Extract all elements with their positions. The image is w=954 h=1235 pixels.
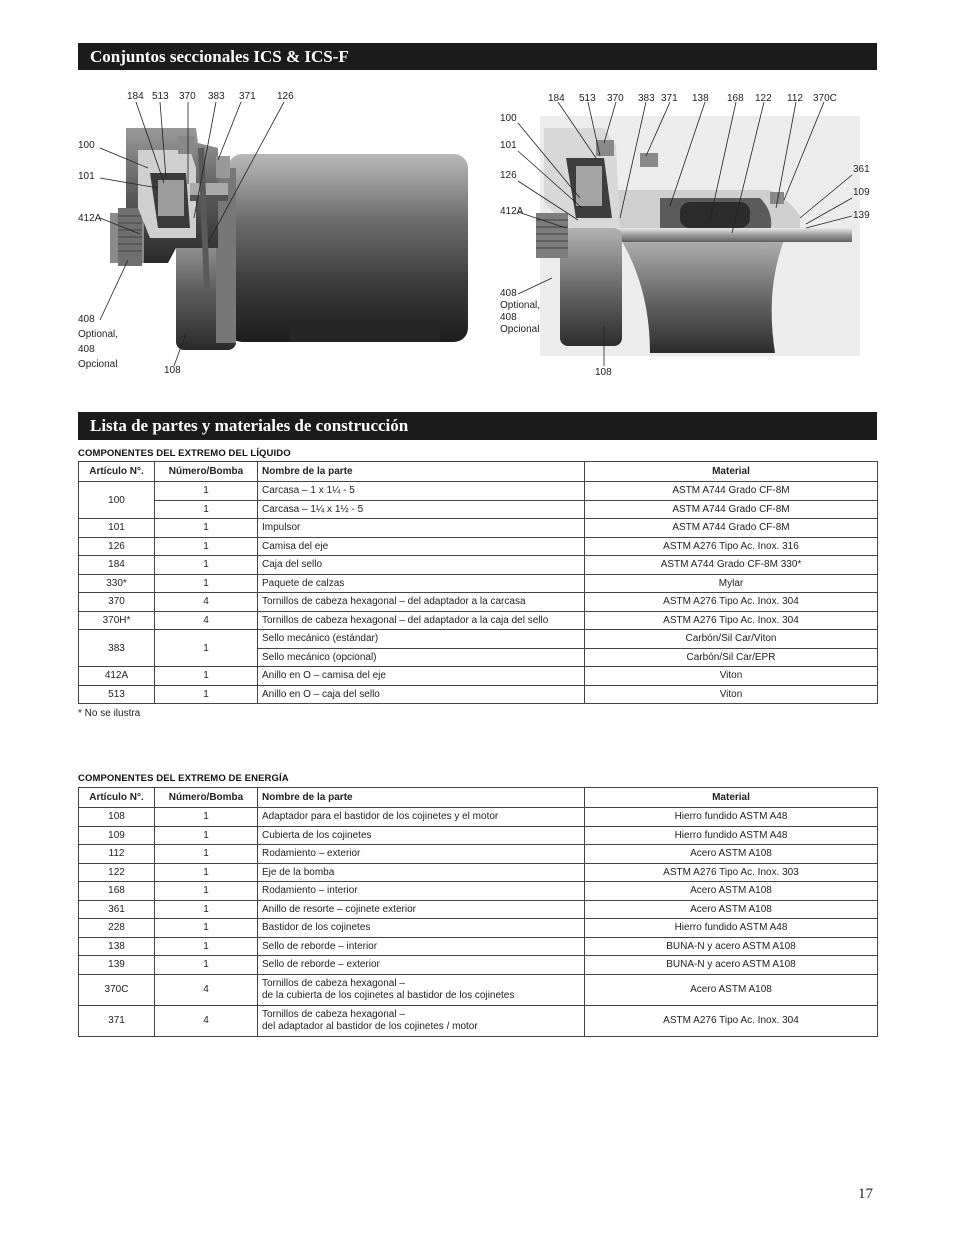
cell-part-name bbox=[258, 974, 585, 1005]
table-row bbox=[79, 863, 878, 882]
cell-qty: 1 bbox=[155, 667, 258, 686]
part-label: 109 bbox=[853, 187, 870, 198]
part-label: 513 bbox=[579, 93, 596, 104]
part-label: 122 bbox=[755, 93, 772, 104]
cell-item: 228 bbox=[79, 919, 155, 938]
col-header-item: Artículo N°. bbox=[79, 462, 155, 482]
part-label: 100 bbox=[500, 113, 517, 124]
cell-qty: 1 bbox=[155, 937, 258, 956]
part-label: 371 bbox=[239, 91, 256, 102]
cell-material: Carbón/Sil Car/Viton bbox=[585, 630, 878, 649]
cell-material: Carbón/Sil Car/EPR bbox=[585, 648, 878, 667]
section-title-parts-list: Lista de partes y materiales de construcción bbox=[78, 412, 877, 440]
pump-sectional-figure-ics-f bbox=[500, 88, 878, 383]
cell-item: 184 bbox=[79, 556, 155, 575]
cell-part-name: Eje de la bomba bbox=[258, 863, 585, 882]
table-header-row bbox=[79, 462, 878, 482]
part-label: 112 bbox=[787, 93, 803, 104]
cell-part-name-line2: del adaptador al bastidor de los cojinetes / motor bbox=[262, 1020, 478, 1032]
cell-qty: 1 bbox=[155, 537, 258, 556]
part-label: 408 bbox=[78, 344, 95, 355]
cell-part-name: Rodamiento – exterior bbox=[258, 845, 585, 864]
table-row bbox=[79, 937, 878, 956]
cell-part-name: Sello mecánico (estándar) bbox=[258, 630, 585, 649]
part-label: 168 bbox=[727, 93, 744, 104]
cell-qty: 1 bbox=[155, 882, 258, 901]
pump-sectional-figure-ics bbox=[78, 88, 478, 383]
cell-item: 361 bbox=[79, 900, 155, 919]
col-header-qty: Número/Bomba bbox=[155, 462, 258, 482]
cell-material: BUNA-N y acero ASTM A108 bbox=[585, 956, 878, 975]
cell-qty: 1 bbox=[155, 826, 258, 845]
part-label: 383 bbox=[208, 91, 225, 102]
table-row bbox=[79, 919, 878, 938]
part-label: 101 bbox=[78, 171, 95, 182]
part-label: 126 bbox=[277, 91, 294, 102]
part-label: 138 bbox=[692, 93, 709, 104]
cell-part-name: Paquete de calzas bbox=[258, 574, 585, 593]
cell-material: Hierro fundido ASTM A48 bbox=[585, 919, 878, 938]
table-row bbox=[79, 630, 878, 649]
part-label: 371 bbox=[661, 93, 678, 104]
cell-part-name: Tornillos de cabeza hexagonal – del adaptador a la caja del sello bbox=[258, 611, 585, 630]
table-row bbox=[79, 537, 878, 556]
cell-material: ASTM A276 Tipo Ac. Inox. 304 bbox=[585, 1005, 878, 1036]
cell-part-name: Bastidor de los cojinetes bbox=[258, 919, 585, 938]
table-row bbox=[79, 482, 878, 501]
cell-material: Acero ASTM A108 bbox=[585, 882, 878, 901]
cell-part-name: Tornillos de cabeza hexagonal – del adaptador a la carcasa bbox=[258, 593, 585, 612]
cell-part-name: Caja del sello bbox=[258, 556, 585, 575]
part-label: Optional, bbox=[78, 329, 119, 340]
cell-material: Viton bbox=[585, 667, 878, 686]
part-label: Optional, bbox=[500, 300, 541, 311]
table-row bbox=[79, 974, 878, 1005]
cell-qty: 1 bbox=[155, 574, 258, 593]
part-label: 513 bbox=[152, 91, 169, 102]
part-label: Opcional bbox=[78, 359, 118, 370]
table-row bbox=[79, 826, 878, 845]
liquid-end-table bbox=[78, 461, 878, 704]
cell-material: ASTM A276 Tipo Ac. Inox. 304 bbox=[585, 611, 878, 630]
table-row bbox=[79, 685, 878, 704]
cell-material: ASTM A276 Tipo Ac. Inox. 303 bbox=[585, 863, 878, 882]
table-row bbox=[79, 1005, 878, 1036]
table-row bbox=[79, 845, 878, 864]
liquid-end-heading: COMPONENTES DEL EXTREMO DEL LÍQUIDO bbox=[78, 448, 291, 459]
cell-qty: 4 bbox=[155, 1005, 258, 1036]
cell-part-name bbox=[258, 1005, 585, 1036]
cell-part-name: Anillo en O – caja del sello bbox=[258, 685, 585, 704]
power-end-heading: COMPONENTES DEL EXTREMO DE ENERGÍA bbox=[78, 773, 289, 784]
cell-material: Acero ASTM A108 bbox=[585, 974, 878, 1005]
cell-qty: 4 bbox=[155, 611, 258, 630]
cell-qty: 1 bbox=[155, 956, 258, 975]
cell-item: 370 bbox=[79, 593, 155, 612]
cell-item: 101 bbox=[79, 519, 155, 538]
table-row bbox=[79, 611, 878, 630]
cell-item: 513 bbox=[79, 685, 155, 704]
col-header-item: Artículo N°. bbox=[79, 788, 155, 808]
cell-part-name: Cubierta de los cojinetes bbox=[258, 826, 585, 845]
table-row bbox=[79, 882, 878, 901]
part-label: Opcional bbox=[500, 324, 540, 335]
part-label: 108 bbox=[164, 365, 181, 376]
col-header-qty: Número/Bomba bbox=[155, 788, 258, 808]
cell-part-name: Adaptador para el bastidor de los cojinetes y el motor bbox=[258, 808, 585, 827]
cell-qty: 1 bbox=[155, 482, 258, 501]
cell-material: Acero ASTM A108 bbox=[585, 845, 878, 864]
cell-part-name: Sello de reborde – interior bbox=[258, 937, 585, 956]
cell-item: 139 bbox=[79, 956, 155, 975]
cell-part-name: Sello mecánico (opcional) bbox=[258, 648, 585, 667]
page-number: 17 bbox=[858, 1186, 873, 1202]
cell-qty: 1 bbox=[155, 808, 258, 827]
cell-material: Viton bbox=[585, 685, 878, 704]
part-label: 383 bbox=[638, 93, 655, 104]
cell-item: 122 bbox=[79, 863, 155, 882]
cell-item: 109 bbox=[79, 826, 155, 845]
cell-part-name: Anillo de resorte – cojinete exterior bbox=[258, 900, 585, 919]
part-label: 370 bbox=[607, 93, 624, 104]
cell-material: Mylar bbox=[585, 574, 878, 593]
cell-item: 100 bbox=[79, 482, 155, 519]
cell-item: 370C bbox=[79, 974, 155, 1005]
part-label: 108 bbox=[595, 367, 612, 378]
part-label: 408 bbox=[78, 314, 95, 325]
cell-part-name-line1: Tornillos de cabeza hexagonal – bbox=[262, 1008, 405, 1020]
part-label: 412A bbox=[78, 213, 102, 224]
cell-qty: 1 bbox=[155, 630, 258, 667]
table-row bbox=[79, 556, 878, 575]
cell-item: 370H* bbox=[79, 611, 155, 630]
cell-qty: 1 bbox=[155, 863, 258, 882]
cell-part-name-line1: Tornillos de cabeza hexagonal – bbox=[262, 977, 405, 989]
part-label: 370C bbox=[813, 93, 837, 104]
cell-part-name: Anillo en O – camisa del eje bbox=[258, 667, 585, 686]
cell-material: ASTM A744 Grado CF-8M bbox=[585, 500, 878, 519]
cell-qty: 4 bbox=[155, 593, 258, 612]
part-label: 100 bbox=[78, 140, 95, 151]
cell-material: ASTM A744 Grado CF-8M 330* bbox=[585, 556, 878, 575]
cell-item: 330* bbox=[79, 574, 155, 593]
part-label: 184 bbox=[548, 93, 565, 104]
cell-qty: 1 bbox=[155, 919, 258, 938]
cell-part-name: Carcasa – 1¼ x 1½ - 5 bbox=[258, 500, 585, 519]
table-header-row bbox=[79, 788, 878, 808]
cell-qty: 1 bbox=[155, 519, 258, 538]
cell-qty: 1 bbox=[155, 845, 258, 864]
table-row bbox=[79, 900, 878, 919]
table-row bbox=[79, 593, 878, 612]
cell-part-name-line2: de la cubierta de los cojinetes al bastidor de los cojinetes bbox=[262, 989, 515, 1001]
part-label: 408 bbox=[500, 288, 517, 299]
cell-material: ASTM A744 Grado CF-8M bbox=[585, 519, 878, 538]
cell-qty: 1 bbox=[155, 900, 258, 919]
table-row bbox=[79, 956, 878, 975]
footnote: * No se ilustra bbox=[78, 708, 141, 719]
col-header-part-name: Nombre de la parte bbox=[258, 462, 585, 482]
cell-material: Hierro fundido ASTM A48 bbox=[585, 808, 878, 827]
table-row bbox=[79, 574, 878, 593]
power-end-table bbox=[78, 787, 878, 1037]
cell-material: ASTM A276 Tipo Ac. Inox. 304 bbox=[585, 593, 878, 612]
col-header-material: Material bbox=[585, 788, 878, 808]
section-title-sectional-assemblies: Conjuntos seccionales ICS & ICS-F bbox=[78, 43, 877, 70]
part-label: 139 bbox=[853, 210, 870, 221]
table-row bbox=[79, 808, 878, 827]
cell-item: 138 bbox=[79, 937, 155, 956]
cell-material: Acero ASTM A108 bbox=[585, 900, 878, 919]
cell-material: Hierro fundido ASTM A48 bbox=[585, 826, 878, 845]
cell-item: 412A bbox=[79, 667, 155, 686]
cell-item: 126 bbox=[79, 537, 155, 556]
cell-part-name: Sello de reborde – exterior bbox=[258, 956, 585, 975]
part-label: 412A bbox=[500, 206, 524, 217]
part-label: 408 bbox=[500, 312, 517, 323]
part-label: 126 bbox=[500, 170, 517, 181]
col-header-part-name: Nombre de la parte bbox=[258, 788, 585, 808]
cell-item: 383 bbox=[79, 630, 155, 667]
cell-qty: 1 bbox=[155, 685, 258, 704]
cell-material: ASTM A276 Tipo Ac. Inox. 316 bbox=[585, 537, 878, 556]
cell-part-name: Impulsor bbox=[258, 519, 585, 538]
cell-material: BUNA-N y acero ASTM A108 bbox=[585, 937, 878, 956]
part-label: 370 bbox=[179, 91, 196, 102]
cell-qty: 1 bbox=[155, 500, 258, 519]
col-header-material: Material bbox=[585, 462, 878, 482]
table-row bbox=[79, 519, 878, 538]
part-label: 184 bbox=[127, 91, 144, 102]
cell-material: ASTM A744 Grado CF-8M bbox=[585, 482, 878, 501]
cell-item: 112 bbox=[79, 845, 155, 864]
cell-qty: 1 bbox=[155, 556, 258, 575]
cell-item: 108 bbox=[79, 808, 155, 827]
part-label: 101 bbox=[500, 140, 517, 151]
part-label: 361 bbox=[853, 164, 870, 175]
table-row bbox=[79, 500, 878, 519]
cell-item: 168 bbox=[79, 882, 155, 901]
table-row bbox=[79, 667, 878, 686]
cell-item: 371 bbox=[79, 1005, 155, 1036]
cell-qty: 4 bbox=[155, 974, 258, 1005]
cell-part-name: Camisa del eje bbox=[258, 537, 585, 556]
cell-part-name: Carcasa – 1 x 1¼ - 5 bbox=[258, 482, 585, 501]
cell-part-name: Rodamiento – interior bbox=[258, 882, 585, 901]
